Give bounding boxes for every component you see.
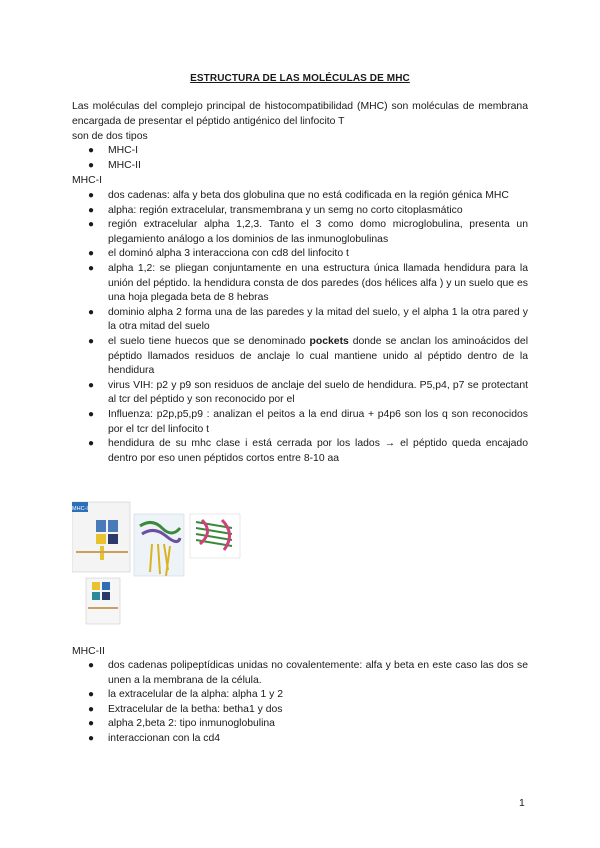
list-item: ● dominio alpha 2 forma una de las paredes y la mitad del suelo, y el alpha 1 la otra pared y la otra mitad del suelo [88, 306, 528, 333]
mhc1-structure-illustration [72, 498, 272, 628]
page-number: 1 [519, 798, 525, 809]
list-item-pockets: ● el suelo tiene huecos que se denominado pockets donde se anclan los aminoácidos del péptido llamados residuos de anclaje lo cual mantiene unido al péptido dentro de la hendidura [88, 335, 528, 377]
list-item: ● la extracelular de la alpha: alpha 1 y 2 [0, 688, 528, 703]
bullet-icon: ● [88, 379, 95, 391]
list-item: ● alpha 2,beta 2: tipo inmunoglobulina [0, 717, 528, 732]
bullet-icon: ● [88, 408, 95, 420]
list-item: ● Extracelular de la betha: betha1 y dos [0, 703, 528, 718]
mhc1-figure [72, 498, 272, 628]
list-item: ● MHC-II [0, 159, 528, 174]
bullet-icon: ● [88, 438, 95, 450]
list-item: ● interaccionan con la cd4 [0, 732, 528, 747]
list-item: ● alpha 1,2: se pliegan conjuntamente en una estructura única llamada hendidura para la unión del péptido. la hendidura consta de dos paredes (dos hélices alfa ) y un suelo que es una hoja plegada beta de 8 hebras [88, 262, 528, 304]
bullet-icon: ● [88, 248, 95, 260]
types-line: son de dos tipos [72, 131, 148, 142]
list-item: ● Influenza: p2p,p5,p9 : analizan el peitos a la end dirua + p4p6 son los q son reconocidos por el tcr del linfocito t [88, 408, 528, 435]
list-item: ● virus VIH: p2 y p9 son residuos de anclaje del suelo de hendidura. P5,p4, p7 se protectant al tcr del péptido y son reconocido por el [88, 379, 528, 406]
list-item: ● dos cadenas: alfa y beta dos globulina que no está codificada en la región génica MHC [0, 189, 528, 204]
bullet-icon: ● [88, 190, 95, 201]
list-item: ● alpha: región extracelular, transmembrana y un semg no corto citoplasmático [0, 204, 528, 219]
bullet-icon: ● [88, 204, 95, 216]
bullet-icon: ● [88, 732, 95, 744]
types-list [0, 144, 528, 173]
bullet-icon: ● [88, 159, 95, 171]
mhc2-heading: MHC-II [72, 646, 105, 657]
figure-badge: MHC-I [72, 506, 88, 512]
bullet-icon: ● [88, 689, 95, 701]
bullet-icon: ● [88, 718, 95, 730]
list-item: ● el dominó alpha 3 interacciona con cd8 del linfocito t [0, 247, 528, 262]
mhc1-heading: MHC-I [72, 175, 103, 186]
bullet-icon: ● [88, 219, 95, 231]
bullet-icon: ● [88, 703, 95, 715]
list-item: ● hendidura de su mhc clase i está cerrada por los lados → el péptido queda encajado dentro por eso unen péptidos cortos entre 8-10 aa [88, 438, 528, 464]
bullet-icon: ● [88, 660, 95, 671]
mhc1-list [0, 189, 528, 466]
list-item: ● dos cadenas polipeptídicas unidas no covalentemente: alfa y beta en este caso las dos se unen a la membrana de la célula. [88, 660, 528, 686]
bullet-icon: ● [88, 262, 95, 274]
intro-paragraph: Las moléculas del complejo principal de histocompatibilidad (MHC) son moléculas de membrana encargada de presentar el péptido antigénico del linfocito T [72, 101, 528, 127]
keyword-pockets: pockets [309, 335, 349, 347]
bullet-icon: ● [88, 145, 95, 156]
bullet-icon: ● [88, 335, 95, 347]
mhc2-list [0, 659, 528, 747]
bullet-icon: ● [88, 306, 95, 318]
document-title: ESTRUCTURA DE LAS MOLÉCULAS DE MHC [190, 73, 410, 84]
list-item: ● MHC-I [0, 144, 528, 159]
list-item: ● región extracelular alpha 1,2,3. Tanto el 3 como domo microglobulina, presenta un plegamiento análogo a los dominios de las inmunoglobulinas [88, 219, 528, 245]
